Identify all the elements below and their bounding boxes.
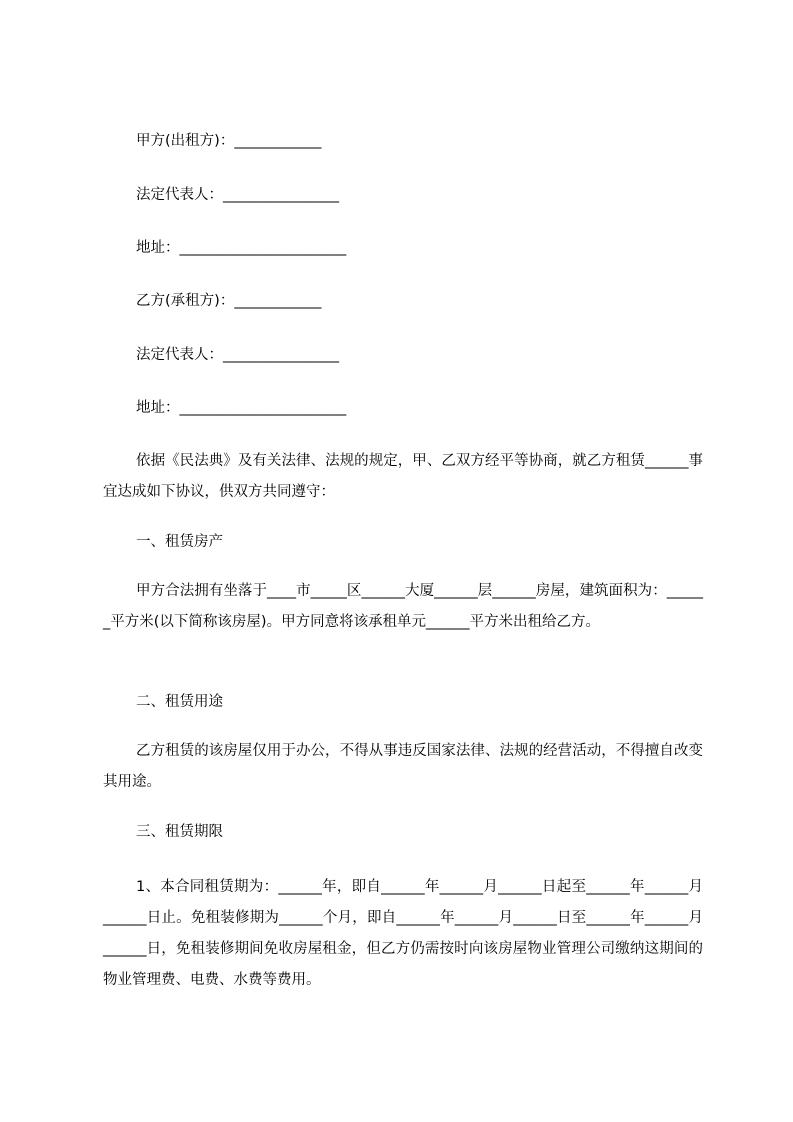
section-2-body (103, 736, 703, 798)
section-1-heading: 一、租赁房产 (136, 534, 223, 550)
party-a-representative-line: 法定代表人：________________ (136, 187, 339, 203)
party-b-line: 乙方(承租方)：____________ (136, 293, 322, 309)
section-3-body (103, 872, 703, 996)
party-b-address-line: 地址：_______________________ (136, 400, 347, 416)
section-3-text: 1、本合同租赁期为：______年，即自______年______月______日起至______年______月______日止。免租装修期为______个月，即自______年______月______日至______年______月______日，免租装修期间免收房屋租金，但乙方仍需按时向该房屋物业管理公司缴纳这期间的物业管理费、电费、水费等费用。 (103, 879, 703, 988)
section-1-body (103, 576, 703, 638)
section-2-text: 乙方租赁的该房屋仅用于办公，不得从事违反国家法律、法规的经营活动，不得擅自改变其用途。 (103, 743, 703, 790)
intro-paragraph (103, 446, 703, 508)
section-1-text: 甲方合法拥有坐落于____市_____区______大厦______层______房屋，建筑面积为：______平方米(以下简称该房屋)。甲方同意将该承租单元______平方米出租给乙方。 (103, 583, 703, 630)
party-b-representative-line: 法定代表人：________________ (136, 347, 339, 363)
intro-text: 依据《民法典》及有关法律、法规的规定，甲、乙双方经平等协商，就乙方租赁______事宜达成如下协议，供双方共同遵守： (103, 453, 703, 500)
party-a-line: 甲方(出租方)：____________ (136, 133, 322, 149)
party-a-address-line: 地址：_______________________ (136, 240, 347, 256)
section-2-heading: 二、租赁用途 (136, 694, 223, 710)
section-3-heading: 三、租赁期限 (136, 824, 223, 840)
